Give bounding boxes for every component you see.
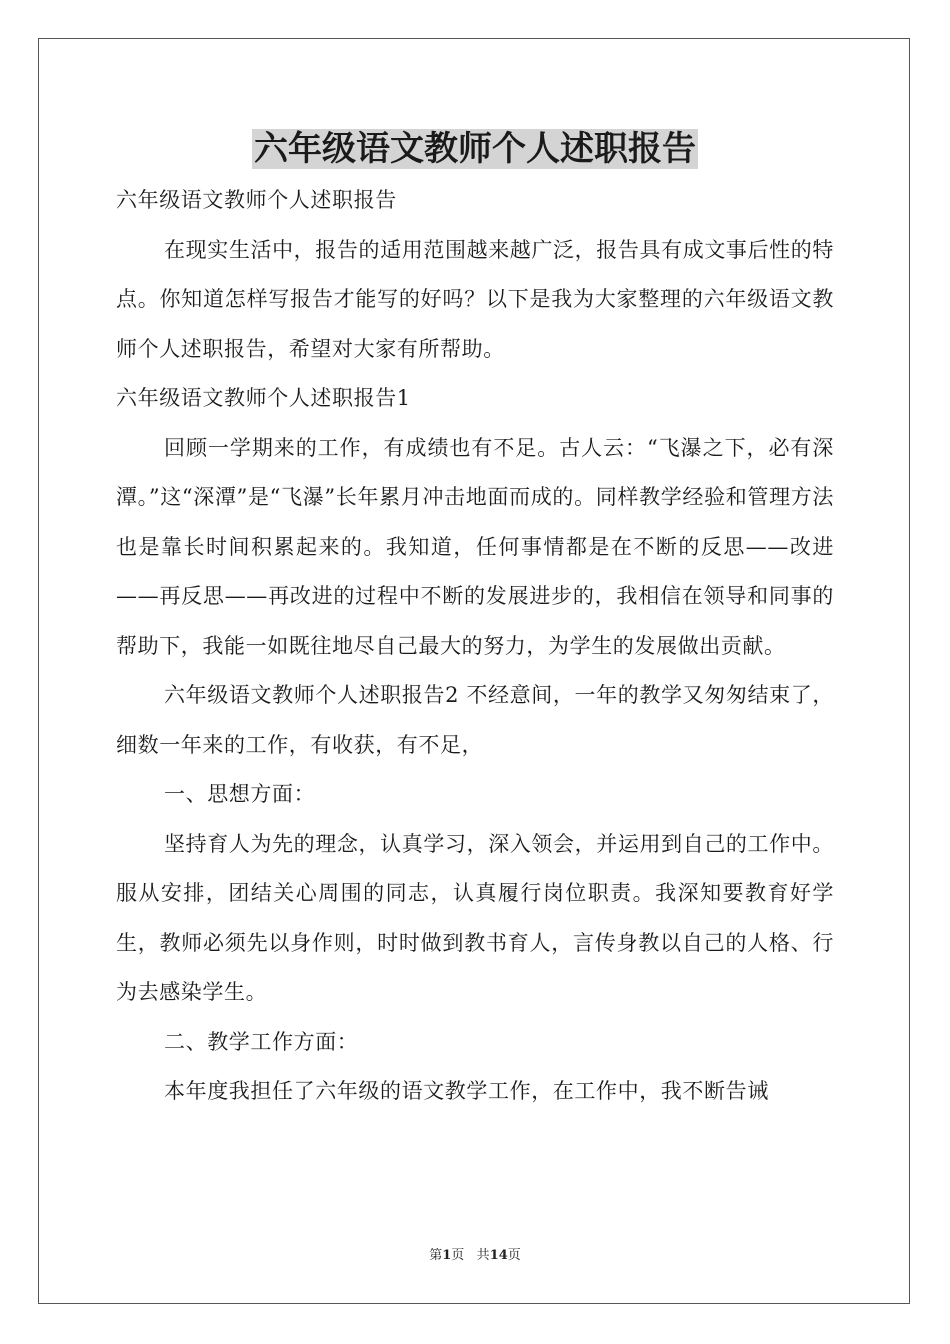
page-footer xyxy=(0,1247,950,1265)
paragraph-thought-body: 坚持育人为先的理念，认真学习，深入领会，并运用到自己的工作中。服从安排，团结关心周围的同志，认真履行岗位职责。我深知要教育好学生，教师必须先以身作则，时时做到教书育人，言传身教以自己的人格、行为去感染学生。 xyxy=(116,831,834,1004)
paragraph-intro: 在现实生活中，报告的适用范围越来越广泛，报告具有成文事后性的特点。你知道怎样写报告才能写的好吗？以下是我为大家整理的六年级语文教师个人述职报告，希望对大家有所帮助。 xyxy=(116,237,834,361)
footer-total-pages: 14 xyxy=(489,1248,508,1263)
paragraph-heading: 六年级语文教师个人述职报告 xyxy=(116,188,397,212)
paragraph-section-2-opening: 六年级语文教师个人述职报告2 不经意间，一年的教学又匆匆结束了，细数一年来的工作，有收获，有不足， xyxy=(116,683,834,757)
paragraph-teaching-body: 本年度我担任了六年级的语文教学工作，在工作中，我不断告诫 xyxy=(164,1079,769,1103)
footer-page-suffix: 页 xyxy=(451,1248,465,1263)
footer-total-suffix: 页 xyxy=(507,1248,521,1263)
footer-total-prefix: 共 xyxy=(476,1248,490,1263)
document-body xyxy=(116,176,834,1117)
document-title xyxy=(0,126,950,172)
document-title-text: 六年级语文教师个人述职报告 xyxy=(254,129,696,169)
paragraph-subheading-thought: 一、思想方面： xyxy=(164,782,316,806)
paragraph-subheading-teaching: 二、教学工作方面： xyxy=(164,1029,359,1054)
footer-page-number: 1 xyxy=(442,1248,452,1263)
paragraph-section-1-body: 回顾一学期来的工作，有成绩也有不足。古人云：“飞瀑之下，必有深潭。”这“深潭”是“飞瀑”长年累月冲击地面而成的。同样教学经验和管理方法也是靠长时间积累起来的。我知道，任何事情都是在不断的反思——改进——再反思——再改进的过程中不断的发展进步的，我相信在领导和同事的帮助下，我能一如既往地尽自己最大的努力，为学生的发展做出贡献。 xyxy=(116,435,834,658)
footer-prefix: 第 xyxy=(429,1248,443,1263)
paragraph-section-1-heading: 六年级语文教师个人述职报告1 xyxy=(116,386,411,410)
